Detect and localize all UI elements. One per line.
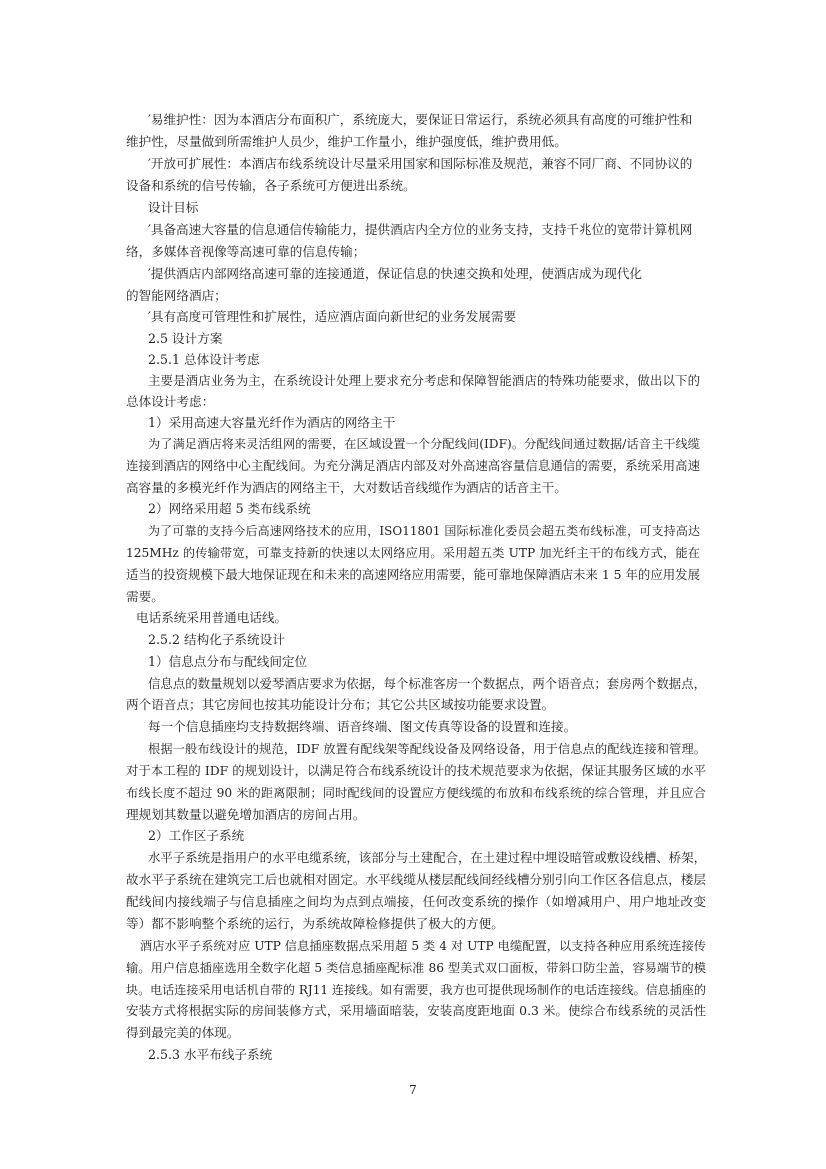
section-heading: 2.5.1 总体设计考虑 <box>148 352 260 367</box>
text-line: 为了可靠的支持今后高速网络技术的应用，ISO11801 国际标准化委员会超五类布线标准，可支持高达 <box>148 524 700 538</box>
text-line: ′开放可扩展性：本酒店布线系统设计尽量采用国家和国际标准及规范，兼容不同厂商、不同协议的 <box>148 156 693 171</box>
page-number: 7 <box>409 1083 417 1097</box>
text-line: 布线长度不超过 90 米的距离限制；同时配线间的设置应方便线缆的布放和布线系统的综合管理，并且应合 <box>126 786 706 800</box>
text-line: 为了满足酒店将来灵活组网的需要，在区域设置一个分配线间(IDF)。分配线间通过数据/话音主干线缆 <box>148 437 700 451</box>
section-heading: 设计目标 <box>148 200 199 215</box>
text-line: 得到最完美的体现。 <box>126 1025 240 1040</box>
text-line: 酒店水平子系统对应 UTP 信息插座数据点采用超 5 类 4 对 UTP 电缆配置，以支持各种应用系统连接传 <box>140 939 706 953</box>
text-line: 络，多媒体音视像等高速可靠的信息传输； <box>126 244 366 259</box>
text-line: 每一个信息插座均支持数据终端、语音终端、图文传真等设备的设置和连接。 <box>148 719 577 734</box>
text-line: 等）都不影响整个系统的运行，为系统故障检修提供了极大的方便。 <box>126 916 504 931</box>
text-line: 电话系统采用普通电话线。 <box>136 610 288 625</box>
text-line: 块。电话连接采用电话机自带的 RJ11 连接线。如有需要，我方也可提供现场制作的电话连接线。信息插座的 <box>126 983 706 997</box>
text-line: ′易维护性：因为本酒店分布面积广，系统庞大，要保证日常运行，系统必须具有高度的可维护性和 <box>148 112 693 127</box>
section-heading: 2.5.2 结构化子系统设计 <box>148 632 285 647</box>
text-line: 根据一般布线设计的规范，IDF 放置有配线架等配线设备及网络设备，用于信息点的配线连接和管理。 <box>148 742 706 756</box>
text-line: 配线间内接线端子与信息插座之间均为点到点端接，任何改变系统的操作（如增减用户、用户地址改变 <box>126 894 706 909</box>
text-line: 输。用户信息插座选用全数字化超 5 类信息插座配标准 86 型美式双口面板，带斜口防尘盖，容易端节的模 <box>126 961 706 975</box>
text-line: ′具备高速大容量的信息通信传输能力，提供酒店内全方位的业务支持，支持千兆位的宽带计算机网 <box>148 222 693 237</box>
text-line: ′提供酒店内部网络高速可靠的连接通道，保证信息的快速交换和处理，使酒店成为现代化 <box>148 266 643 281</box>
text-line: 设备和系统的信号传输，各子系统可方便进出系统。 <box>126 178 416 193</box>
text-line: 2）工作区子系统 <box>148 828 245 843</box>
text-line: 理规划其数量以避免增加酒店的房间占用。 <box>126 807 366 822</box>
text-line: 总体设计考虑： <box>126 394 215 409</box>
section-heading: 2.5 设计方案 <box>148 331 223 346</box>
text-line: 1）信息点分布与配线间定位 <box>148 654 308 669</box>
text-line: 125MHz 的传输带宽，可靠支持新的快速以太网络应用。采用超五类 UTP 加光纤主干的布线方式，能在 <box>126 546 700 560</box>
text-line: 2）网络采用超 5 类布线系统 <box>148 501 311 516</box>
section-heading: 2.5.3 水平布线子系统 <box>148 1047 273 1062</box>
text-line: 故水平子系统在建筑完工后也就相对固定。水平线缆从楼层配线间经线槽分别引向工作区各信息点，楼层 <box>126 872 706 887</box>
text-line: 需要。 <box>126 589 164 604</box>
text-line: 对于本工程的 IDF 的规划设计，以满足符合布线系统设计的技术规范要求为依据，保证其服务区域的水平 <box>126 763 706 778</box>
text-line: 适当的投资规模下最大地保证现在和未来的高速网络应用需要，能可靠地保障酒店未来 1 5 年的应用发展 <box>126 567 700 582</box>
text-line: 1）采用高速大容量光纤作为酒店的网络主干 <box>148 415 396 430</box>
text-line: 的智能网络酒店； <box>126 288 227 303</box>
text-line: ′具有高度可管理性和扩展性，适应酒店面向新世纪的业务发展需要 <box>148 309 517 324</box>
text-line: 安装方式将根据实际的房间装修方式，采用墙面暗装，安装高度距地面 0.3 米。使综合布线系统的灵活性 <box>126 1003 706 1018</box>
text-line: 高容量的多模光纤作为酒店的网络主干，大对数话音线缆作为酒店的话音主干。 <box>126 480 567 495</box>
text-line: 信息点的数量规划以爱琴酒店要求为依据，每个标准客房一个数据点，两个语音点；套房两个数据点， <box>148 676 706 691</box>
text-line: 连接到酒店的网络中心主配线间。为充分满足酒店内部及对外高速高容量信息通信的需要，系统采用高速 <box>126 458 700 473</box>
text-line: 水平子系统是指用户的水平电缆系统，该部分与土建配合，在土建过程中埋设暗管或敷设线槽、桥架， <box>148 850 706 865</box>
text-line: 维护性，尽量做到所需维护人员少，维护工作量小，维护强度低，维护费用低。 <box>126 134 567 149</box>
text-line: 两个语音点；其它房间也按其功能设计分布；其它公共区域按功能要求设置。 <box>126 697 555 712</box>
text-line: 主要是酒店业务为主，在系统设计处理上要求充分考虑和保障智能酒店的特殊功能要求，做出以下的 <box>148 373 700 388</box>
